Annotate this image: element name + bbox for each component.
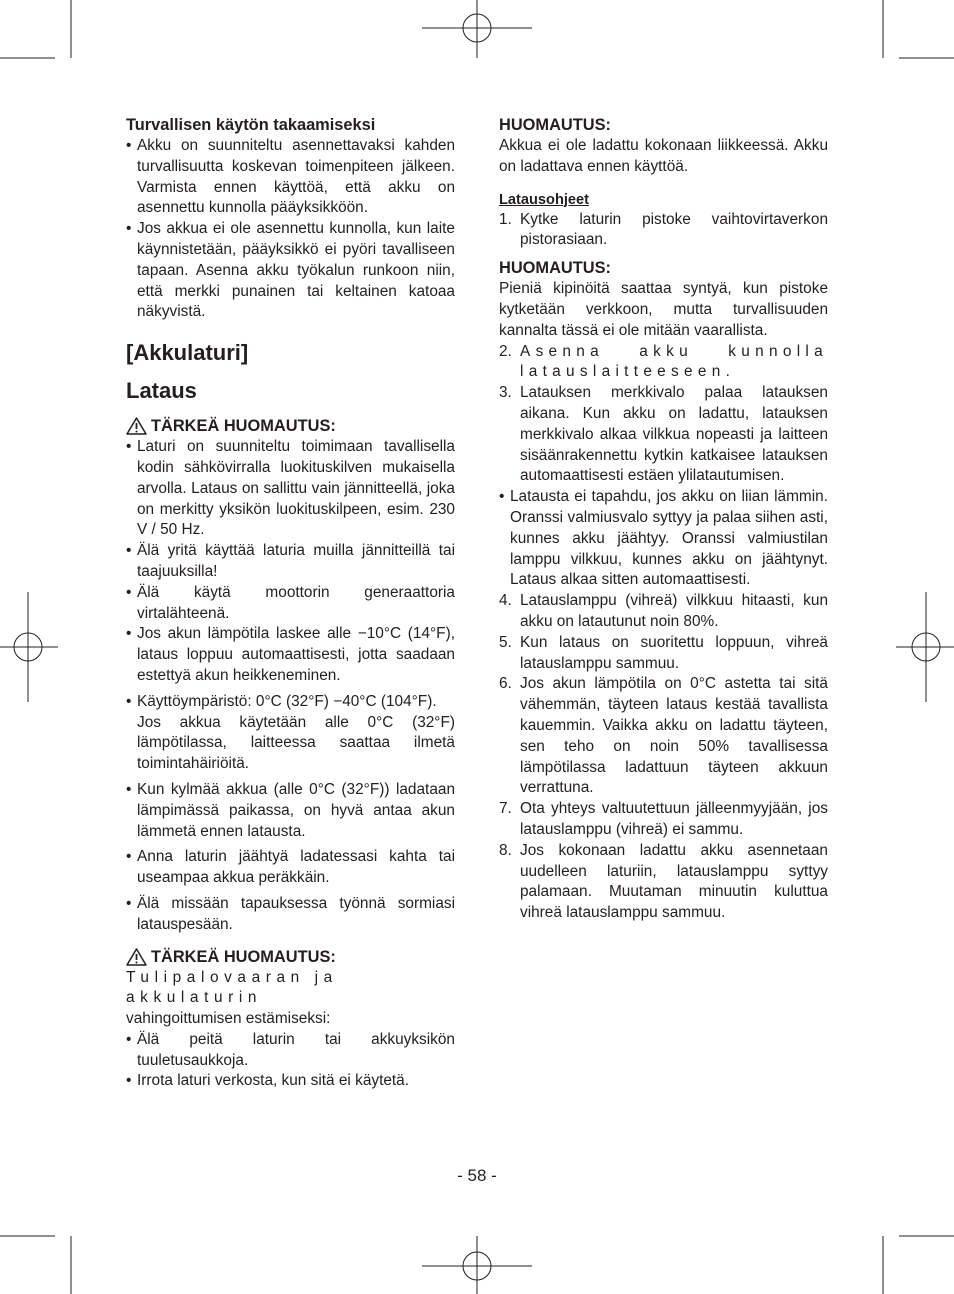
step-text: Jos kokonaan ladattu akku asennetaan uudelleen laturiin, latauslamppu syttyy palamaan. Muutaman minuutin kuluttua vihreä latauslamppu sammuu. — [520, 841, 828, 922]
note-heading-2: HUOMAUTUS: — [499, 259, 611, 278]
list-item: • Latausta ei tapahdu, jos akku on liian lämmin. Oranssi valmiusvalo syttyy ja palaa siihen asti, kunnes akku jäähtyy. Oranssi valmiustilan lamppu vilkkuu, kunnes akku on jäähtynyt. Lataus alkaa sitten automaattisesti. — [499, 487, 828, 591]
step-text: Jos akun lämpötila on 0°C astetta tai sitä vähemmän, täyteen lataus kestää tavallista kauemmin. Vaikka akku on ladattu täyteen, sen teho on noin 50% tavallisessa lämpötilassa ladattuun täyteen akkuun verrattuna. — [520, 675, 828, 797]
warning-heading-2 — [126, 946, 455, 968]
warning-title: TÄRKEÄ HUOMAUTUS: — [151, 417, 336, 436]
left-column — [126, 113, 455, 1092]
step-text: Kytke laturin pistoke vaihtovirtaverkon pistorasiaan. — [520, 210, 828, 249]
note-heading-1: HUOMAUTUS: — [499, 116, 611, 134]
safety-list — [126, 136, 455, 323]
list-item: • Jos akkua ei ole asennettu kunnolla, kun laite käynnistetään, pääyksikkö ei pyöri tavalliseen tapaan. Asenna akku työkalun runkoon niin, että merkki punainen tai keltainen katoaa näkyvistä. — [126, 219, 455, 323]
step-text: Kun lataus on suoritettu loppuun, vihreä latauslamppu sammuu. — [520, 633, 828, 672]
step-number: 5. — [499, 633, 512, 651]
list-item: • Kun kylmää akkua (alle 0°C (32°F)) ladataan lämpimässä paikassa, on hyvä antaa akun lämmetä ennen latausta. — [126, 780, 455, 842]
env-text-cont: Jos akkua käytetään alle 0°C (32°F) lämpötilassa, laitteessa saattaa ilmetä toimintahäiriöitä. — [137, 713, 455, 773]
list-item: • Irrota laturi verkosta, kun sitä ei käytetä. — [126, 1071, 455, 1092]
list-item — [499, 210, 828, 252]
warning-list-2 — [126, 1030, 455, 1092]
list-item — [499, 383, 828, 487]
warning-heading-1 — [126, 415, 455, 437]
right-column — [499, 113, 828, 924]
step-text: Latauksen merkkivalo palaa latauksen aikana. Kun akku on ladattu, latauksen merkkivalo alkaa vilkkua nopeasti ja laitteen sisäänrakennettu kytkin katkaisee latauksen automaattisesti estäen ylilatautumisen. — [520, 384, 828, 485]
list-item — [499, 841, 828, 924]
warning-list-1 — [126, 437, 455, 935]
warning-triangle-icon — [126, 417, 147, 435]
list-item: • Älä peitä laturin tai akkuyksikön tuuletusaukkoja. — [126, 1030, 455, 1072]
warning-intro: Tulipalovaaran ja akkulaturin — [126, 968, 338, 1007]
list-item: • Anna laturin jäähtyä ladatessasi kahta tai useampaa akkua peräkkäin. — [126, 847, 455, 889]
list-item: • Älä yritä käyttää laturia muilla jännitteillä tai taajuuksilla! — [126, 541, 455, 583]
list-item: • Laturi on suunniteltu toimimaan tavallisella kodin sähkövirralla luokituskilven mukaisella arvolla. Lataus on sallittu vain jännitteellä, joka on merkitty yksikön luokituskilpeen, esim. 230 V / 50 Hz. — [126, 437, 455, 541]
step-text: Asenna akku kunnolla latauslaitteeseen. — [520, 342, 828, 381]
instructions-heading: Latausohjeet — [499, 191, 590, 208]
step-text: Ota yhteys valtuutettuun jälleenmyyjään, jos latauslamppu (vihreä) ei sammu. — [520, 800, 828, 838]
list-item — [499, 342, 828, 384]
step-number: 2. — [499, 342, 512, 360]
step-number: 4. — [499, 592, 512, 610]
note-text-1: Akkua ei ole ladattu kokonaan liikkeessä. Akku on ladattava ennen käyttöä. — [499, 137, 828, 175]
step-number: 1. — [499, 210, 512, 228]
warning-triangle-icon — [126, 948, 147, 966]
step-number: 3. — [499, 384, 512, 402]
section-title: [Akkulaturi] — [126, 340, 249, 366]
list-item — [126, 692, 455, 775]
env-text: Käyttöympäristö: 0°C (32°F) −40°C (104°F). — [137, 692, 437, 710]
warning-intro-cont: vahingoittumisen estämiseksi: — [126, 1010, 331, 1028]
safety-heading: Turvallisen käytön takaamiseksi — [126, 116, 376, 134]
subsection-title: Lataus — [126, 378, 197, 404]
list-item: • Akku on suunniteltu asennettavaksi kahden turvallisuutta koskevan toimenpiteen jälkeen. Varmista ennen käyttöä, että akku on asennettu kunnolla pääyksikköön. — [126, 136, 455, 219]
list-item: • Jos akun lämpötila laskee alle −10°C (14°F), lataus loppuu automaattisesti, jotta saadaan estettyä akun heikkeneminen. — [126, 624, 455, 686]
step-number: 7. — [499, 800, 512, 818]
steps-list-b — [499, 342, 828, 488]
step-text: Latauslamppu (vihreä) vilkkuu hitaasti, kun akku on latautunut noin 80%. — [520, 592, 828, 630]
note-text-2: Pieniä kipinöitä saattaa syntyä, kun pistoke kytketään verkkoon, mutta turvallisuuden kannalta tässä ei ole mitään vaarallista. — [499, 280, 828, 339]
page-number: - 58 - — [457, 1166, 497, 1185]
list-item: • Älä käytä moottorin generaattoria virtalähteenä. — [126, 583, 455, 625]
list-item — [499, 799, 828, 841]
steps-list-a — [499, 210, 828, 252]
list-item — [499, 674, 828, 799]
step-number: 8. — [499, 841, 512, 859]
list-item: • Älä missään tapauksessa työnnä sormiasi latauspesään. — [126, 894, 455, 936]
steps-list-c — [499, 591, 828, 924]
warning-title: TÄRKEÄ HUOMAUTUS: — [151, 947, 336, 966]
step3-sublist — [499, 487, 828, 591]
step-number: 6. — [499, 675, 512, 693]
list-item — [499, 591, 828, 633]
list-item — [499, 633, 828, 675]
